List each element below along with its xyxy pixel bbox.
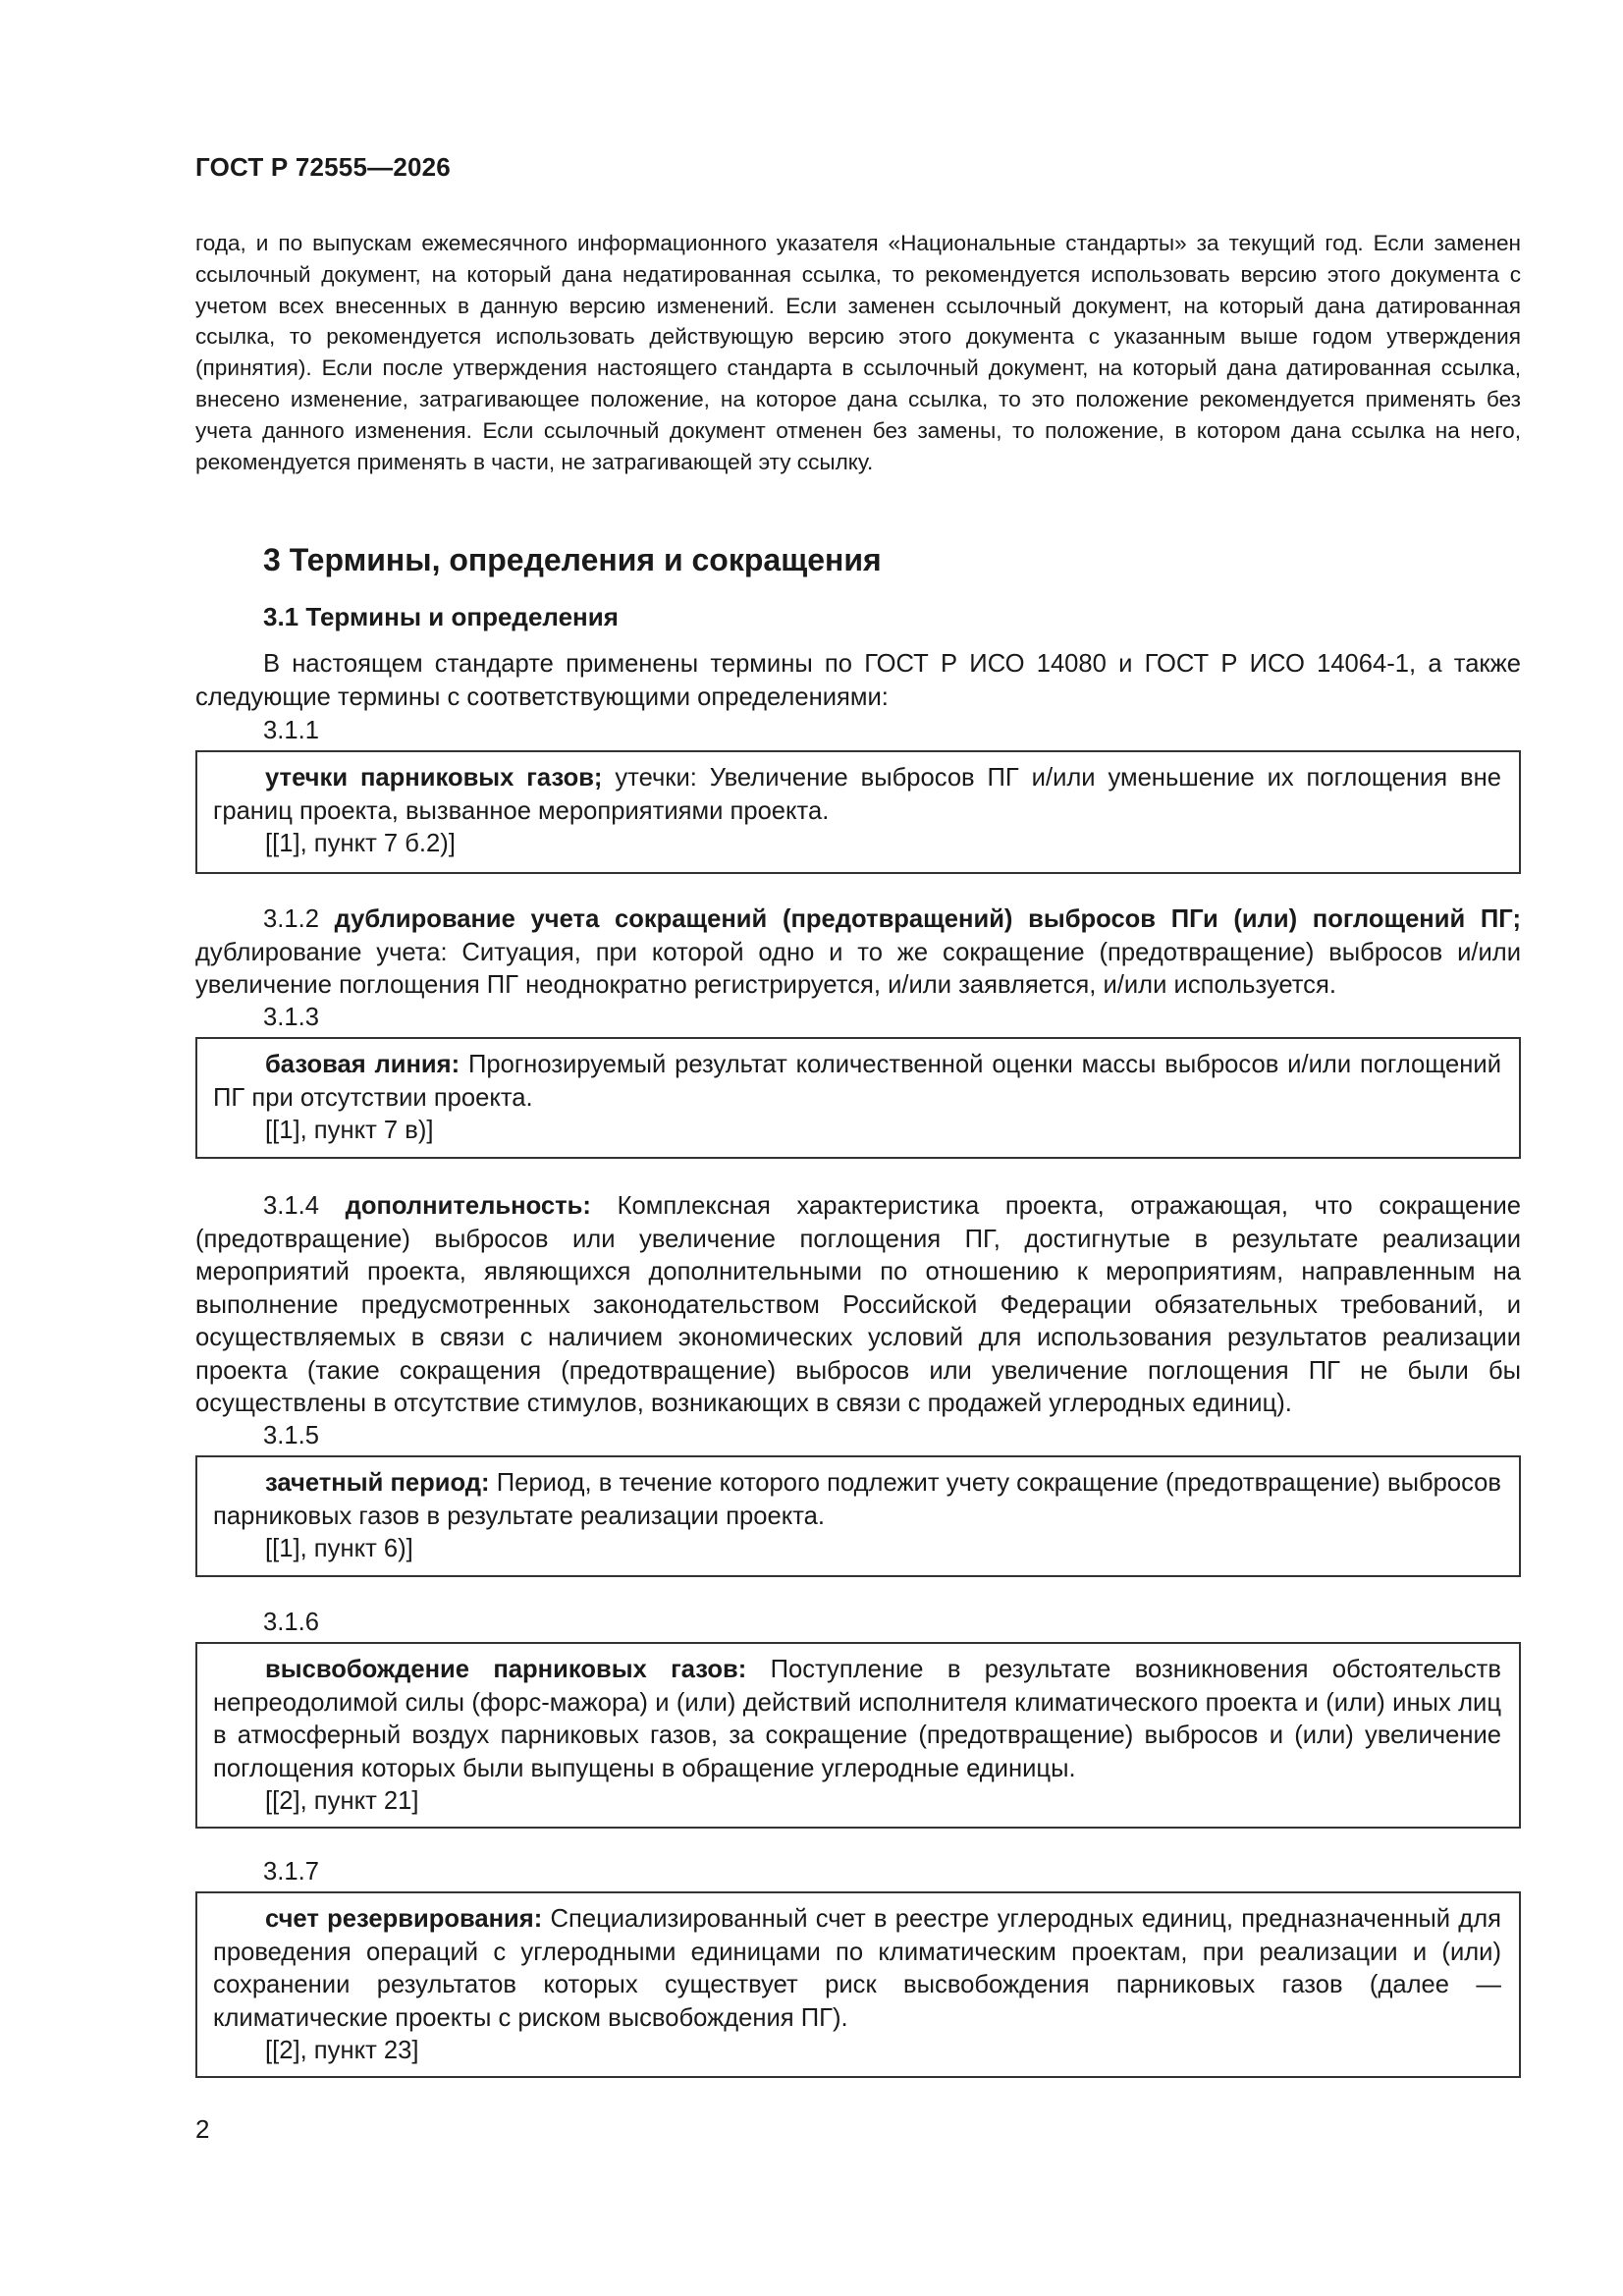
- term-source: [[1], пункт 7 б.2)]: [265, 830, 456, 857]
- terms-intro-text: В настоящем стандарте применены термины по ГОСТ Р ИСО 14080 и ГОСТ Р ИСО 14064-1, а также следующие термины с соответствующими определениями:: [195, 650, 1521, 711]
- term-text: [213, 1654, 1501, 1785]
- term-name: дополнительность:: [345, 1192, 591, 1220]
- term-name: высвобождение парниковых газов:: [265, 1656, 747, 1683]
- term-number: 3.1.4: [263, 1192, 319, 1220]
- term-definition: Прогнозируемый результат количественной оценки массы выбросов и/или поглощений ПГ при отсутствии проекта.: [213, 1051, 1502, 1112]
- page-number: 2: [195, 2114, 210, 2144]
- subsection-title: 3.1 Термины и определения: [263, 602, 619, 631]
- term-box: [195, 1891, 1521, 2078]
- term-box: [195, 1455, 1521, 1577]
- term-name: зачетный период:: [265, 1469, 490, 1497]
- term-definition: утечки: Увеличение выбросов ПГ и/или уменьшение их поглощения вне границ проекта, вызванное мероприятиями проекта.: [213, 764, 1501, 825]
- term-name: базовая линия:: [265, 1051, 460, 1078]
- term-number: 3.1.2: [263, 905, 319, 933]
- term-source: [[1], пункт 6)]: [265, 1535, 413, 1562]
- term-name: счет резервирования:: [265, 1905, 543, 1933]
- term-definition: дублирование учета: Ситуация, при которой одно и то же сокращение (предотвращение) выбросов и/или увеличение поглощения ПГ неоднократно регистрируется, и/или заявляется, и/или используется.: [195, 938, 1521, 999]
- term-source: [[2], пункт 21]: [265, 1787, 419, 1815]
- term-source: [[1], пункт 7 в)]: [265, 1117, 434, 1144]
- term-definition: Специализированный счет в реестре углеродных единиц, предназначенный для проведения операций с углеродными единицами по климатическим проектам, при реализации и (или) сохранении результатов которых существует риск высвобождения парниковых газов (далее — климатические проекты с риском высвобождения ПГ).: [213, 1905, 1502, 2032]
- term-text: [213, 1467, 1501, 1533]
- term-source: [[2], пункт 23]: [265, 2037, 419, 2064]
- term-box: [195, 750, 1521, 874]
- term-definition: Комплексная характеристика проекта, отражающая, что сокращение (предотвращение) выбросов или увеличение поглощения ПГ, достигнутые в результате реализации мероприятий проекта, являющихся дополнительными по отношению к мероприятиям, направленным на выполнение предусмотренных законодательством Российской Федерации обязательных требований, и осуществляемых в связи с наличием экономических условий для использования результатов реализации проекта (такие сокращения (предотвращение) выбросов или увеличение поглощения ПГ не были бы осуществлены в отсутствие стимулов, возникающих в связи с продажей углеродных единиц).: [195, 1192, 1521, 1417]
- term-name: утечки парниковых газов;: [265, 764, 603, 792]
- term-text: [213, 762, 1501, 828]
- term-paragraph: [195, 903, 1521, 1003]
- term-number: 3.1.7: [263, 1858, 319, 1886]
- term-number: 3.1.6: [263, 1609, 319, 1636]
- term-number: 3.1.1: [263, 717, 319, 744]
- term-box: [195, 1037, 1521, 1159]
- term-name: дублирование учета сокращений (предотвращений) выбросов ПГи (или) поглощений ПГ;: [334, 905, 1521, 933]
- terms-intro-paragraph: [195, 648, 1521, 714]
- term-paragraph: [195, 1190, 1521, 1421]
- document-code: ГОСТ Р 72555—2026: [195, 152, 451, 182]
- term-number: 3.1.5: [263, 1422, 319, 1449]
- term-text: [213, 1049, 1501, 1115]
- intro-paragraph: года, и по выпускам ежемесячного информационного указателя «Национальные стандарты» за текущий год. Если заменен ссылочный документ, на который дана недатированная ссылка, то рекомендуется использовать версию этого документа с учетом всех внесенных в данную версию изменений. Если заменен ссылочный документ, на который дана датированная ссылка, то рекомендуется использовать действующую версию этого документа с указанным выше годом утверждения (принятия). Если после утверждения настоящего стандарта в ссылочный документ, на который дана датированная ссылка, внесено изменение, затрагивающее положение, на которое дана ссылка, то это положение рекомендуется применять без учета данного изменения. Если ссылочный документ отменен без замены, то положение, в котором дана ссылка на него, рекомендуется применять в части, не затрагивающей эту ссылку.: [195, 231, 1521, 474]
- term-definition: Период, в течение которого подлежит учету сокращение (предотвращение) выбросов парниковых газов в результате реализации проекта.: [213, 1469, 1502, 1530]
- term-number: 3.1.3: [263, 1004, 319, 1031]
- term-definition: Поступление в результате возникновения обстоятельств непреодолимой силы (форс-мажора) и (или) действий исполнителя климатического проекта и (или) иных лиц в атмосферный воздух парниковых газов, за сокращение (предотвращение) выбросов и (или) увеличение поглощения которых были выпущены в обращение углеродные единицы.: [213, 1656, 1501, 1782]
- term-box: [195, 1642, 1521, 1829]
- term-text: [213, 1903, 1501, 2035]
- section-title: 3 Термины, определения и сокращения: [263, 542, 882, 577]
